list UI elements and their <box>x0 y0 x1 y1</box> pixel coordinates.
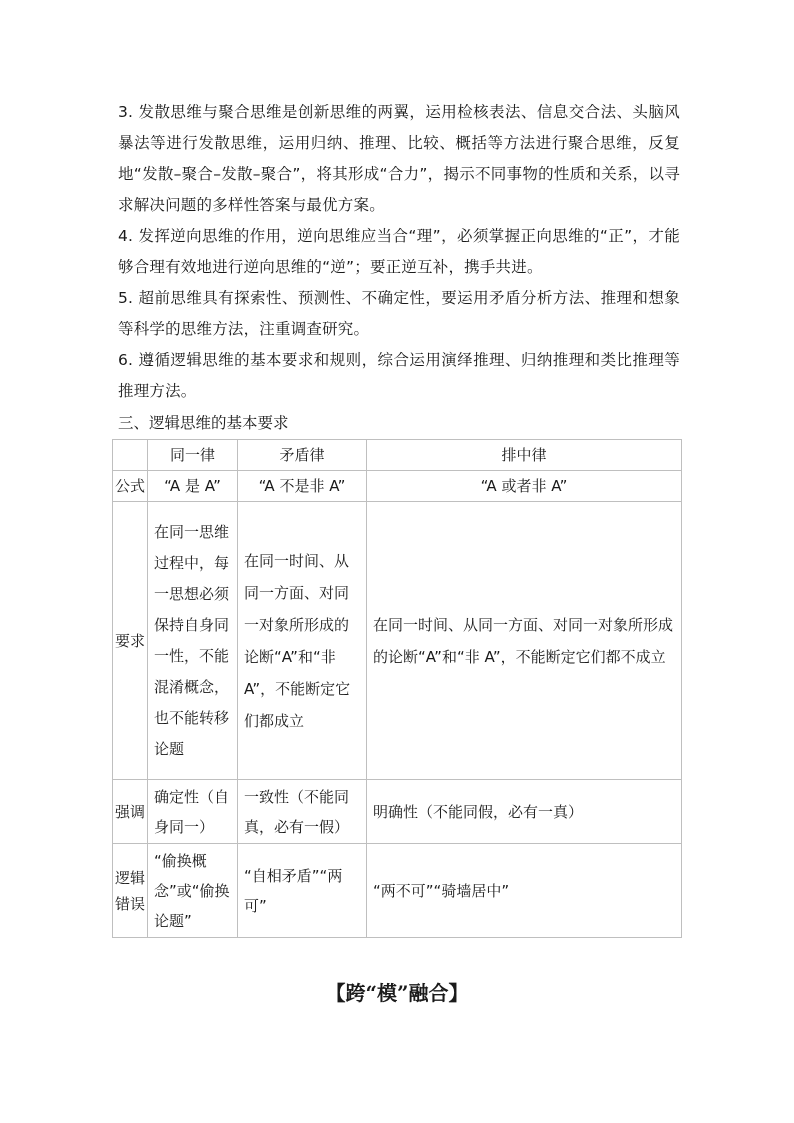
table-cell: 确定性（自身同一） <box>148 780 238 844</box>
paragraph-6: 6. 遵循逻辑思维的基本要求和规则，综合运用演绎推理、归纳推理和类比推理等推理方法。 <box>118 351 680 400</box>
table-cell: 明确性（不能同假，必有一真） <box>367 780 682 844</box>
table-header-cell: 排中律 <box>367 440 682 471</box>
table-cell: “A 或者非 A” <box>367 471 682 502</box>
table-cell: 在同一思维过程中，每一思想必须保持自身同一性，不能混淆概念，也不能转移论题 <box>148 502 238 780</box>
logic-laws-table <box>112 439 682 938</box>
table-cell: “自相矛盾”“两可” <box>238 844 367 938</box>
paragraph-4: 4. 发挥逆向思维的作用，逆向思维应当合“理”，必须掌握正向思维的“正”，才能够合理有效地进行逆向思维的“逆”；要正逆互补，携手共进。 <box>118 227 680 276</box>
table-cell: “偷换概念”或“偷换论题” <box>148 844 238 938</box>
table-header-cell <box>113 440 148 471</box>
table-header-row <box>113 440 682 471</box>
table-cell: “A 是 A” <box>148 471 238 502</box>
row-label: 强调 <box>113 780 148 844</box>
table-cell: “A 不是非 A” <box>238 471 367 502</box>
table-cell: 一致性（不能同真，必有一假） <box>238 780 367 844</box>
paragraph-3: 3. 发散思维与聚合思维是创新思维的两翼，运用检核表法、信息交合法、头脑风暴法等进行发散思维，运用归纳、推理、比较、概括等方法进行聚合思维，反复地“发散–聚合–发散–聚合”，将其形成“合力”，揭示不同事物的性质和关系，以寻求解决问题的多样性答案与最优方案。 <box>118 103 680 214</box>
row-label: 要求 <box>113 502 148 780</box>
row-label: 公式 <box>113 471 148 502</box>
table-header-cell: 同一律 <box>148 440 238 471</box>
table-row <box>113 502 682 780</box>
paragraph-5: 5. 超前思维具有探索性、预测性、不确定性，要运用矛盾分析方法、推理和想象等科学的思维方法，注重调查研究。 <box>118 289 680 338</box>
section-title-cross-module: 【跨“模”融合】 <box>325 981 469 1005</box>
row-label: 逻辑错误 <box>113 844 148 938</box>
table-cell: 在同一时间、从同一方面、对同一对象所形成的论断“A”和“非A”，不能断定它们都成立 <box>238 502 367 780</box>
section-heading: 三、逻辑思维的基本要求 <box>118 414 289 432</box>
table-row <box>113 471 682 502</box>
table-row <box>113 780 682 844</box>
table-row <box>113 844 682 938</box>
table-header-cell: 矛盾律 <box>238 440 367 471</box>
table-cell: 在同一时间、从同一方面、对同一对象所形成的论断“A”和“非 A”，不能断定它们都不成立 <box>367 502 682 780</box>
table-cell: “两不可”“骑墙居中” <box>367 844 682 938</box>
